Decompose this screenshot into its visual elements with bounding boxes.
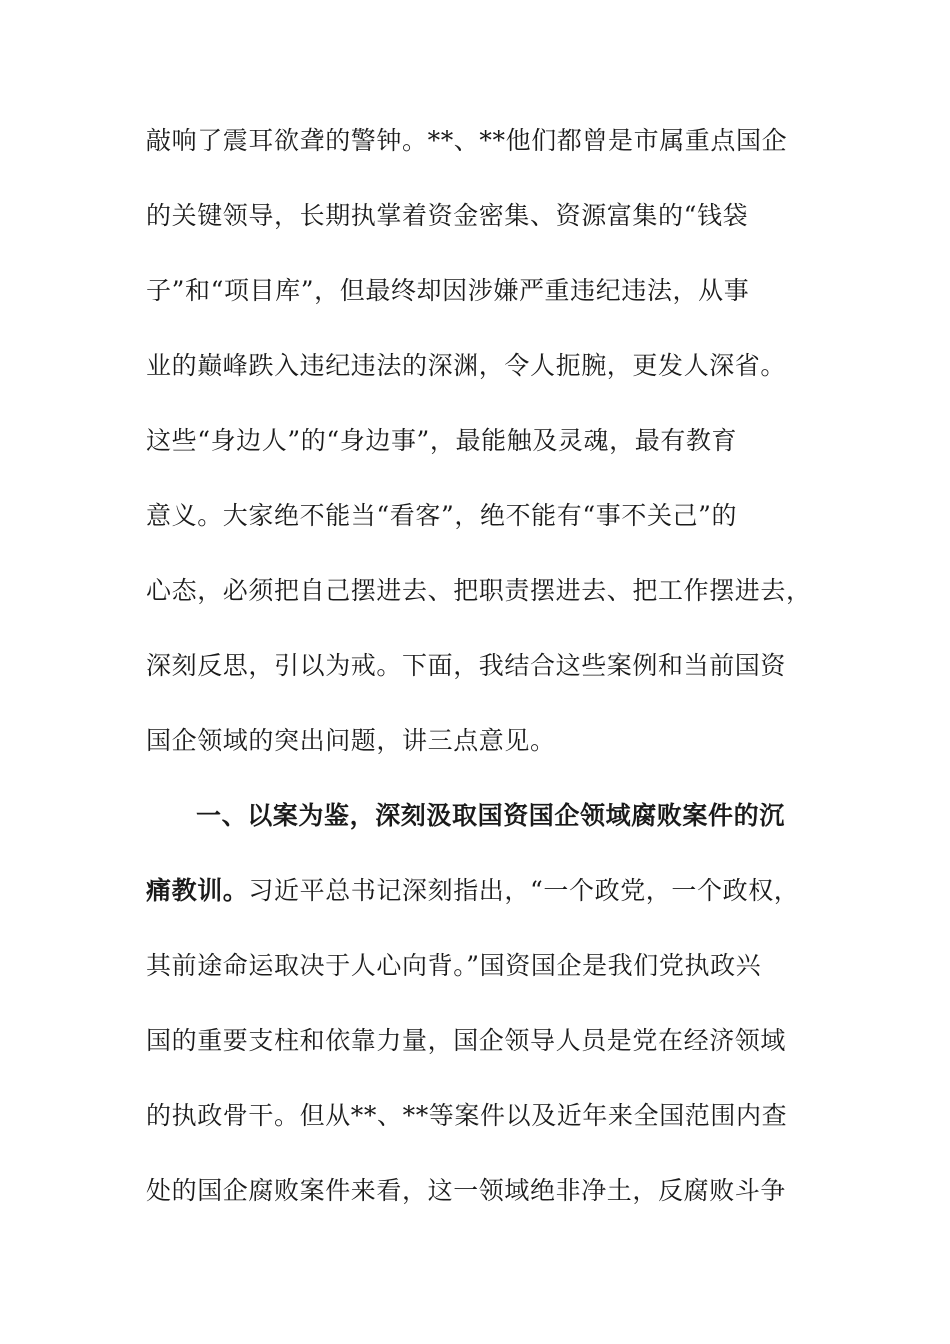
- body-text-line: 国的重要支柱和依靠力量，国企领导人员是党在经济领域: [146, 1026, 787, 1055]
- body-text-line: 意义。大家绝不能当“看客”，绝不能有“事不关己”的: [146, 501, 738, 530]
- section-heading-continued-line: [146, 871, 806, 911]
- section-heading-tail: 痛教训。: [146, 876, 249, 905]
- body-text-line: 的执政骨干。但从**、**等案件以及近年来全国范围内查: [146, 1101, 788, 1130]
- body-text-line: 这些“身边人”的“身边事”，最能触及灵魂，最有教育: [146, 426, 738, 455]
- body-text-line: 国企领域的突出问题，讲三点意见。: [146, 726, 556, 755]
- body-text-line: 敲响了震耳欲聋的警钟。**、**他们都曾是市属重点国企: [146, 126, 788, 155]
- body-text-line: 处的国企腐败案件来看，这一领域绝非净土，反腐败斗争: [146, 1176, 787, 1205]
- body-text-span: 习近平总书记深刻指出，“一个政党，一个政权，: [248, 876, 800, 905]
- body-text-line: 其前途命运取决于人心向背。”国资国企是我们党执政兴: [146, 951, 762, 980]
- section-heading: 一、以案为鉴，深刻汲取国资国企领域腐败案件的沉: [196, 801, 785, 830]
- body-text-line: 业的巅峰跌入违纪违法的深渊，令人扼腕，更发人深省。: [146, 351, 787, 380]
- body-text-line: 深刻反思，引以为戒。下面，我结合这些案例和当前国资: [146, 651, 787, 680]
- body-text-line: 心态，必须把自己摆进去、把职责摆进去、把工作摆进去，: [146, 576, 812, 605]
- body-text-line: 子”和“项目库”，但最终却因涉嫌严重违纪违法，从事: [146, 276, 750, 305]
- body-text-line: 的关键领导，长期执掌着资金密集、资源富集的“钱袋: [146, 201, 749, 230]
